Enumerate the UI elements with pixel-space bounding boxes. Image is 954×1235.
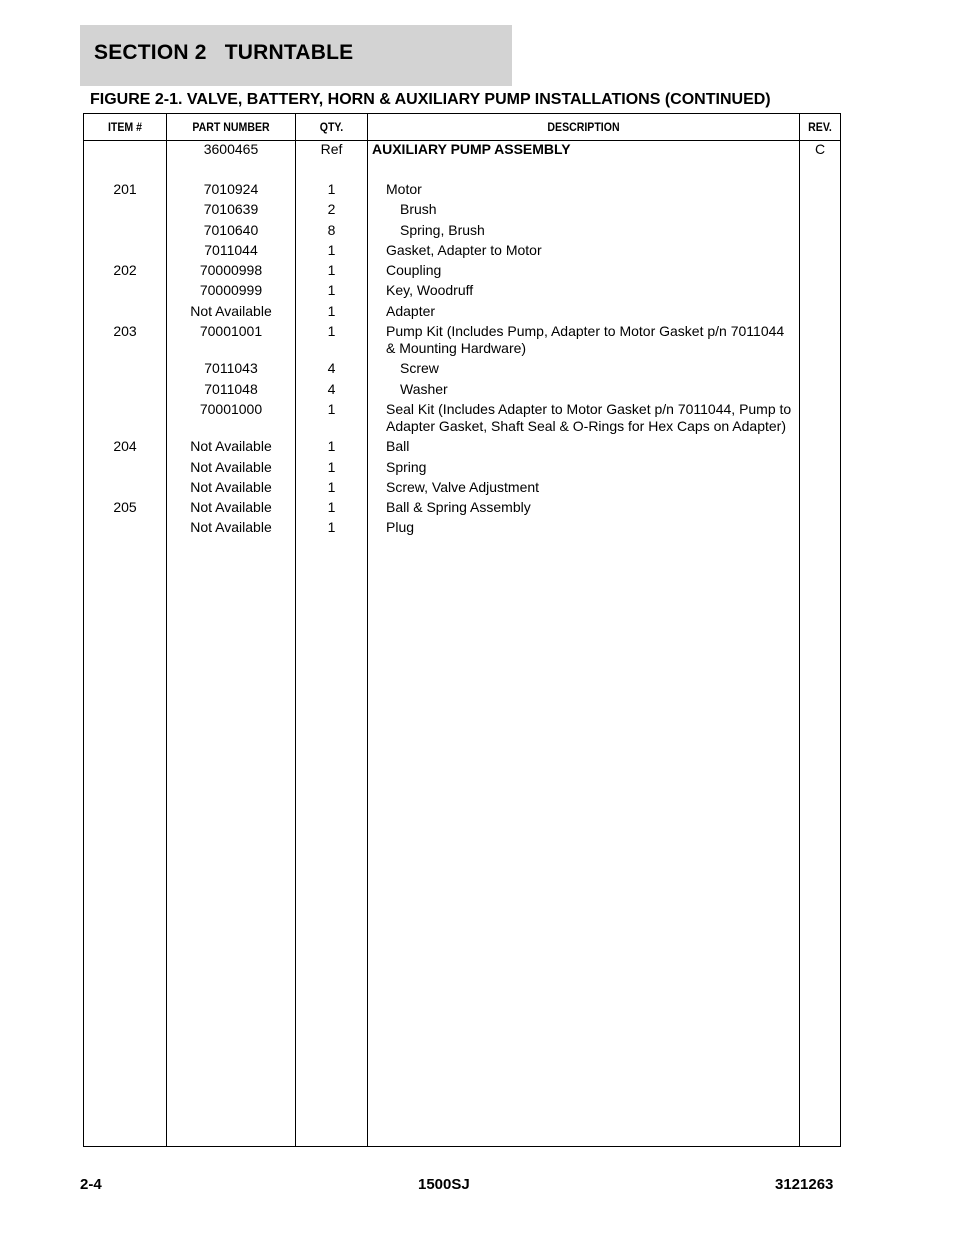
item-number: 202 xyxy=(113,262,137,278)
header-qty: QTY. xyxy=(319,120,344,134)
quantity: Ref xyxy=(320,141,343,157)
parts-table xyxy=(83,113,841,1147)
model-name: 1500SJ xyxy=(418,1176,470,1193)
description: Screw, Valve Adjustment xyxy=(386,479,540,495)
part-number: Not Available xyxy=(190,519,272,535)
part-number: 7010640 xyxy=(203,222,259,238)
quantity: 1 xyxy=(327,519,336,535)
header-rev: REV. xyxy=(808,120,832,134)
header-item: ITEM # xyxy=(107,120,143,134)
quantity: 2 xyxy=(327,201,336,217)
item-number: 201 xyxy=(113,181,137,197)
section-title: SECTION 2 TURNTABLE xyxy=(94,41,354,64)
quantity: 1 xyxy=(327,401,336,417)
part-number: Not Available xyxy=(190,438,272,454)
description: Plug xyxy=(386,519,415,535)
quantity: 4 xyxy=(327,381,336,397)
description: Spring, Brush xyxy=(400,222,485,238)
part-number: 70001001 xyxy=(199,323,263,339)
description: Brush xyxy=(400,201,437,217)
quantity: 1 xyxy=(327,323,336,339)
part-number: 7010924 xyxy=(203,181,259,197)
part-number: Not Available xyxy=(190,499,272,515)
header-part-number: PART NUMBER xyxy=(192,120,270,134)
quantity: 1 xyxy=(327,282,336,298)
quantity: 1 xyxy=(327,479,336,495)
part-number: Not Available xyxy=(190,303,272,319)
part-number: Not Available xyxy=(190,479,272,495)
description: AUXILIARY PUMP ASSEMBLY xyxy=(372,141,571,157)
part-number: 70001000 xyxy=(199,401,263,417)
document-number: 3121263 xyxy=(775,1176,834,1193)
header-description: DESCRIPTION xyxy=(547,120,620,134)
description: Coupling xyxy=(386,262,442,278)
description: Washer xyxy=(400,381,448,397)
part-number: 7011043 xyxy=(204,360,258,376)
description: Screw xyxy=(400,360,439,376)
quantity: 1 xyxy=(327,499,336,515)
part-number: 70000999 xyxy=(199,282,263,298)
revision: C xyxy=(814,141,826,157)
column-divider xyxy=(367,114,368,1146)
part-number: 7011048 xyxy=(204,381,258,397)
part-number: Not Available xyxy=(190,459,272,475)
quantity: 1 xyxy=(327,181,336,197)
quantity: 1 xyxy=(327,262,336,278)
part-number: 7011044 xyxy=(204,242,258,258)
page-number: 2-4 xyxy=(80,1176,102,1193)
item-number: 203 xyxy=(113,323,137,339)
description: Pump Kit (Includes Pump, Adapter to Motor Gasket p/n 7011044 & Mounting Hardware) xyxy=(386,323,785,356)
part-number: 70000998 xyxy=(199,262,263,278)
quantity: 1 xyxy=(327,242,336,258)
description: Key, Woodruff xyxy=(386,282,474,298)
quantity: 8 xyxy=(327,222,336,238)
quantity: 1 xyxy=(327,438,336,454)
quantity: 4 xyxy=(327,360,336,376)
quantity: 1 xyxy=(327,303,336,319)
part-number: 7010639 xyxy=(203,201,259,217)
section-header xyxy=(80,25,512,86)
quantity: 1 xyxy=(327,459,336,475)
item-number: 205 xyxy=(113,499,137,515)
description: Ball xyxy=(386,438,410,454)
item-number: 204 xyxy=(113,438,137,454)
description: Gasket, Adapter to Motor xyxy=(386,242,542,258)
description: Spring xyxy=(386,459,427,475)
description: Motor xyxy=(386,181,422,197)
description: Adapter xyxy=(386,303,436,319)
description: Seal Kit (Includes Adapter to Motor Gasket p/n 7011044, Pump to Adapter Gasket, Shaft Seal & O-Rings for Hex Caps on Adapter) xyxy=(386,401,792,434)
part-number: 3600465 xyxy=(203,141,259,157)
description: Ball & Spring Assembly xyxy=(386,499,531,515)
figure-title: FIGURE 2-1. VALVE, BATTERY, HORN & AUXILIARY PUMP INSTALLATIONS (CONTINUED) xyxy=(90,91,771,108)
